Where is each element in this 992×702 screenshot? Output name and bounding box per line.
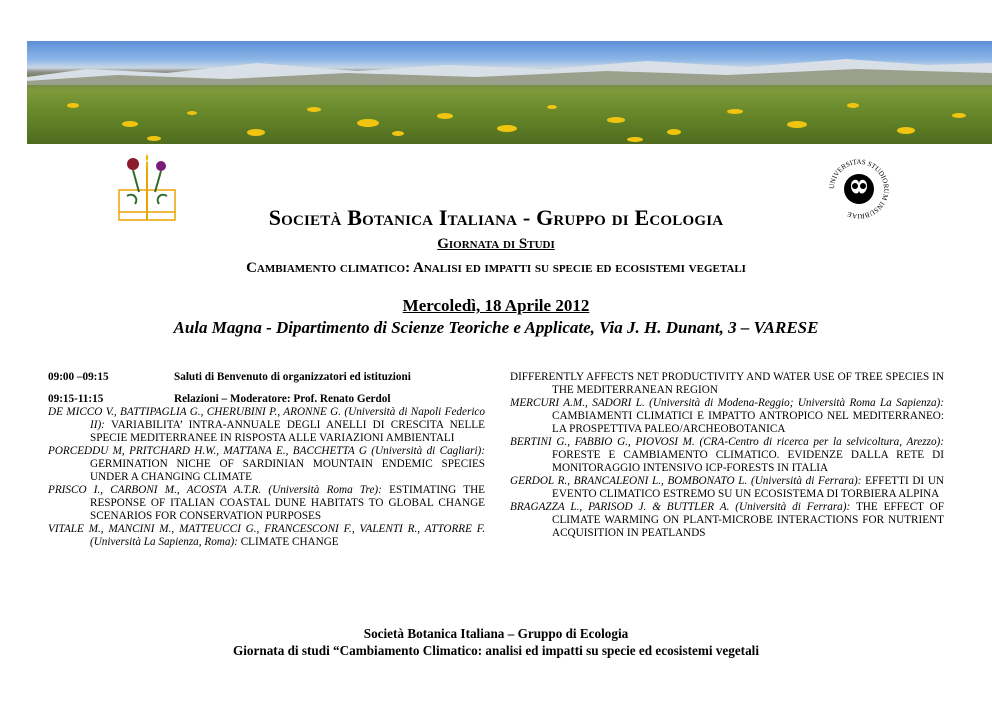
society-name: Società Botanica Italiana	[268, 205, 518, 230]
talk-entry	[48, 406, 485, 445]
talk-title: FORESTE E CAMBIAMENTO CLIMATICO. EVIDENZE DALLA RETE DI MONITORAGGIO INTENSIVO ICP-FORESTS IN ITALIA	[552, 449, 944, 474]
talk-entry	[510, 475, 944, 501]
talk-authors: MERCURI A.M., SADORI L. (Università di Modena-Reggio; Università Roma La Sapienza):	[510, 397, 944, 409]
footer-event-line: Giornata di studi “Cambiamento Climatico: analisi ed impatti su specie ed ecosistemi vegetali	[233, 643, 759, 658]
talk-entry	[48, 445, 485, 484]
session-time: 09:15-11:15	[48, 393, 104, 405]
talk-authors: PRISCO I., CARBONI M., ACOSTA A.T.R. (Università Roma Tre):	[48, 484, 382, 496]
program-left-column	[48, 371, 485, 549]
title-separator: -	[517, 205, 537, 230]
talk-title: CLIMATE CHANGE	[240, 536, 339, 548]
talk-title: GERMINATION NICHE OF SARDINIAN MOUNTAIN ENDEMIC SPECIES UNDER A CHANGING CLIMATE	[90, 458, 485, 483]
program-right-column	[510, 371, 944, 540]
talk-authors: GERDOL R., BRANCALEONI L., BOMBONATO L. (Università di Ferrara):	[510, 475, 862, 487]
talk-entry	[48, 523, 485, 549]
session-row	[48, 393, 485, 406]
session-label: Relazioni – Moderatore: Prof. Renato Gerdol	[174, 393, 391, 405]
talk-entry	[510, 501, 944, 540]
talk-authors: PORCEDDU M, PRITCHARD H.W., MATTANA E., BACCHETTA G (Università di Cagliari):	[48, 445, 485, 457]
talk-title: THE EFFECT OF CLIMATE WARMING ON PLANT-MICROBE INTERACTIONS FOR NUTRIENT ACQUISITION IN PEATLANDS	[552, 501, 944, 539]
event-type-heading: Giornata di Studi	[437, 236, 555, 252]
talk-entry	[510, 436, 944, 475]
society-title	[0, 205, 992, 231]
header-banner-image	[27, 41, 992, 144]
group-name: Gruppo di Ecologia	[536, 205, 724, 230]
svg-text:UNIVERSITAS STUDIORUM INSUBRIA: UNIVERSITAS STUDIORUM INSUBRIAE	[827, 157, 891, 221]
talk-authors: BRAGAZZA L., PARISOD J. & BUTTLER A. (Università di Ferrara):	[510, 501, 851, 513]
event-theme-heading: Cambiamento climatico: Analisi ed impatti su specie ed ecosistemi vegetali	[246, 260, 746, 276]
mountain-ridge-shape	[27, 55, 992, 85]
event-venue: Aula Magna - Dipartimento di Scienze Teoriche e Applicate, Via J. H. Dunant, 3 – VARESE	[173, 318, 819, 337]
event-date: Mercoledì, 18 Aprile 2012	[402, 296, 590, 315]
talk-authors: BERTINI G., FABBIO G., PIOVOSI M. (CRA-Centro di ricerca per la selvicoltura, Arezzo):	[510, 436, 944, 448]
footer-society-line: Società Botanica Italiana – Gruppo di Ecologia	[363, 626, 629, 641]
talk-title-continuation: DIFFERENTLY AFFECTS NET PRODUCTIVITY AND WATER USE OF TREE SPECIES IN THE MEDITERRANEAN REGION	[510, 371, 944, 396]
talk-title: EFFETTI DI UN EVENTO CLIMATICO ESTREMO SU UN ECOSISTEMA DI TORBIERA ALPINA	[552, 475, 944, 500]
talk-entry	[48, 484, 485, 523]
session-label: Saluti di Benvenuto di organizzatori ed istituzioni	[174, 371, 411, 383]
session-time: 09:00 –09:15	[48, 371, 109, 383]
talk-authors: DE MICCO V., BATTIPAGLIA G., CHERUBINI P., ARONNE G. (Università di Napoli Federico II):	[48, 406, 485, 431]
talk-entry	[510, 397, 944, 436]
talk-title: ESTIMATING THE RESPONSE OF ITALIAN COASTAL DUNE HABITATS TO GLOBAL CHANGE SCENARIOS FOR CONSERVATION PURPOSES	[90, 484, 486, 522]
session-row	[48, 371, 485, 384]
talk-authors: VITALE M., MANCINI M., MATTEUCCI G., FRANCESCONI F., VALENTI R., ATTORRE F. (Università La Sapienza, Roma):	[48, 523, 485, 548]
talk-title: VARIABILITA’ INTRA-ANNUALE DEGLI ANELLI DI CRESCITA NELLE SPECIE MEDITERRANEE IN RISPOSTA ALLE VARIAZIONI AMBIENTALI	[90, 419, 485, 444]
talk-title: CAMBIAMENTI CLIMATICI E IMPATTO ANTROPICO NEL MEDITERRANEO: LA PROSPETTIVA PALEO/ARCHEOBOTANICA	[552, 410, 944, 435]
